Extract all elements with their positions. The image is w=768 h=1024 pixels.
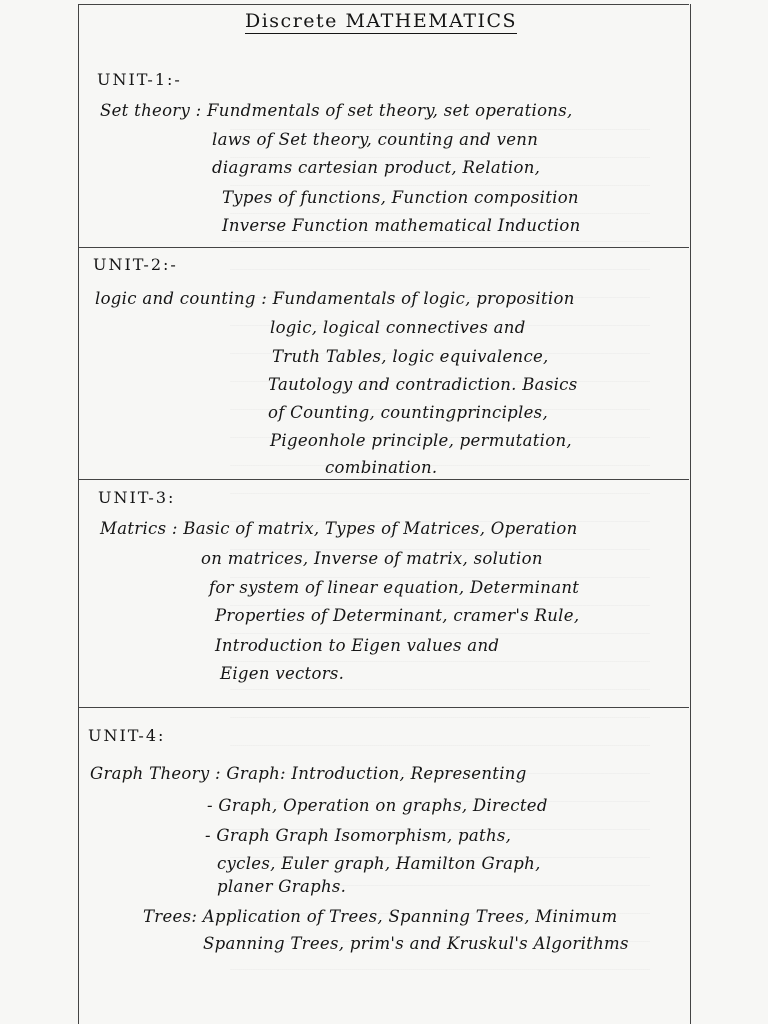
unit-3-line: Matrics : Basic of matrix, Types of Matrices, Operation <box>100 519 578 538</box>
unit-4-line: Graph Theory : Graph: Introduction, Representing <box>90 764 527 783</box>
unit-2-line: Truth Tables, logic equivalence, <box>272 347 549 366</box>
unit-2-heading: UNIT-2:- <box>93 255 178 274</box>
unit-4-line: planer Graphs. <box>217 877 347 896</box>
unit-4-line: cycles, Euler graph, Hamilton Graph, <box>217 854 541 873</box>
unit-3-line: Introduction to Eigen values and <box>215 636 500 655</box>
unit-2-line: logic, logical connectives and <box>270 318 526 337</box>
unit-2-line: combination. <box>325 458 438 477</box>
unit-1-line: laws of Set theory, counting and venn <box>212 130 539 149</box>
unit-2-line: of Counting, countingprinciples, <box>268 403 548 422</box>
divider-unit-3 <box>78 479 689 480</box>
unit-1-line: diagrams cartesian product, Relation, <box>212 158 541 177</box>
unit-2-line: Pigeonhole principle, permutation, <box>270 431 572 450</box>
unit-1-line: Set theory : Fundmentals of set theory, set operations, <box>100 101 573 120</box>
unit-4-line: - Graph, Operation on graphs, Directed <box>207 796 548 815</box>
unit-3-line: Eigen vectors. <box>220 664 345 683</box>
page-title: Discrete MATHEMATICS <box>245 10 518 32</box>
unit-2-line: Tautology and contradiction. Basics <box>268 375 578 394</box>
unit-1-heading: UNIT-1:- <box>97 70 182 89</box>
unit-1-line: Inverse Function mathematical Induction <box>222 216 581 235</box>
unit-4-heading: UNIT-4: <box>88 726 166 745</box>
unit-3-line: Properties of Determinant, cramer's Rule, <box>215 606 580 625</box>
unit-3-line: for system of linear equation, Determinant <box>209 578 580 597</box>
unit-3-line: on matrices, Inverse of matrix, solution <box>201 549 543 568</box>
unit-3-heading: UNIT-3: <box>98 488 176 507</box>
divider-unit-2 <box>78 247 689 248</box>
divider-top <box>78 4 689 5</box>
unit-1-line: Types of functions, Function composition <box>222 188 579 207</box>
unit-4-line: - Graph Graph Isomorphism, paths, <box>205 826 512 845</box>
unit-4-line: Spanning Trees, prim's and Kruskul's Algorithms <box>203 934 629 953</box>
divider-unit-4 <box>78 707 689 708</box>
unit-2-line: logic and counting : Fundamentals of logic, proposition <box>95 289 575 308</box>
unit-4-line: Trees: Application of Trees, Spanning Trees, Minimum <box>143 907 618 926</box>
